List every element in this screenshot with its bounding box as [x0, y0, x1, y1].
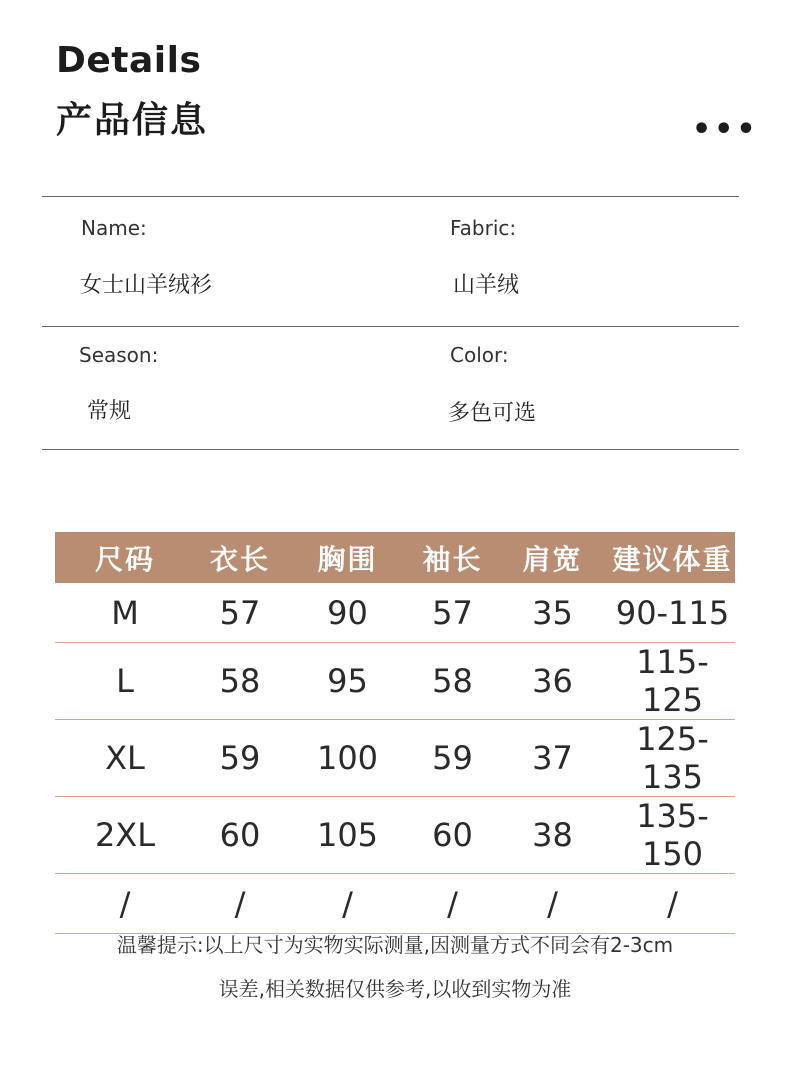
table-cell: 2XL: [55, 797, 195, 874]
header-length: 衣长: [195, 532, 285, 583]
name-label: Name:: [81, 216, 147, 240]
divider-middle: [42, 326, 739, 327]
page-title-zh: 产品信息: [56, 100, 209, 141]
table-cell: 38: [495, 797, 610, 874]
page-title-en: Details: [56, 40, 202, 81]
table-cell: 60: [410, 797, 495, 874]
table-cell: 115-125: [610, 643, 735, 720]
color-value: 多色可选: [448, 401, 537, 426]
table-cell: 35: [495, 583, 610, 643]
table-cell: 57: [410, 583, 495, 643]
header-size: 尺码: [55, 532, 195, 583]
more-dots-icon: •••: [692, 112, 759, 147]
table-row: [55, 797, 735, 874]
table-row: [55, 643, 735, 720]
table-cell: 58: [410, 643, 495, 720]
fabric-label: Fabric:: [450, 216, 517, 240]
name-value: 女士山羊绒衫: [80, 273, 213, 298]
header-chest: 胸围: [285, 532, 410, 583]
table-cell: M: [55, 583, 195, 643]
table-cell: /: [495, 874, 610, 934]
header-shoulder: 肩宽: [495, 532, 610, 583]
season-value: 常规: [87, 399, 132, 424]
size-table: [55, 532, 735, 934]
note-line-1: 温馨提示:以上尺寸为实物实际测量,因测量方式不同会有2-3cm: [116, 933, 674, 957]
table-cell: /: [410, 874, 495, 934]
header-sleeve: 袖长: [410, 532, 495, 583]
table-cell: 95: [285, 643, 410, 720]
table-cell: 58: [195, 643, 285, 720]
table-cell: 57: [195, 583, 285, 643]
table-cell: /: [55, 874, 195, 934]
table-cell: 59: [410, 720, 495, 797]
table-cell: 59: [195, 720, 285, 797]
table-cell: 100: [285, 720, 410, 797]
table-cell: L: [55, 643, 195, 720]
table-row: [55, 583, 735, 643]
divider-top: [42, 196, 739, 197]
table-cell: 60: [195, 797, 285, 874]
table-cell: 125-135: [610, 720, 735, 797]
table-cell: /: [195, 874, 285, 934]
table-cell: 36: [495, 643, 610, 720]
table-row: [55, 720, 735, 797]
color-label: Color:: [450, 343, 509, 367]
table-cell: 105: [285, 797, 410, 874]
season-label: Season:: [79, 343, 159, 367]
table-cell: /: [610, 874, 735, 934]
table-cell: /: [285, 874, 410, 934]
size-table-header: [55, 532, 735, 583]
table-row: [55, 874, 735, 934]
table-cell: 90: [285, 583, 410, 643]
divider-bottom: [42, 449, 739, 450]
fabric-value: 山羊绒: [453, 273, 520, 298]
header-weight: 建议体重: [610, 532, 735, 583]
table-cell: 135-150: [610, 797, 735, 874]
table-cell: XL: [55, 720, 195, 797]
table-cell: 90-115: [610, 583, 735, 643]
table-cell: 37: [495, 720, 610, 797]
note-line-2: 误差,相关数据仅供参考,以收到实物为准: [218, 977, 572, 1001]
